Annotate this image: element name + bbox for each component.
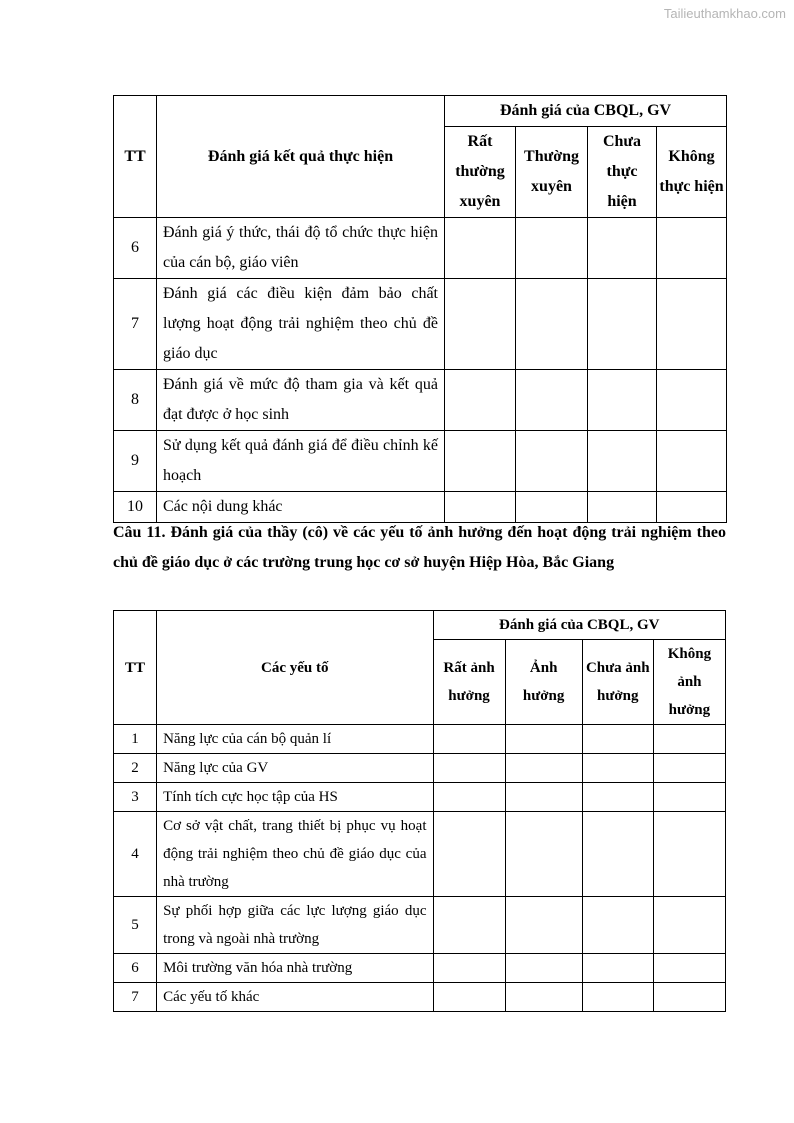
table-row <box>114 725 726 754</box>
row-number: 1 <box>114 725 157 754</box>
rating-cell[interactable] <box>433 897 505 954</box>
rating-cell[interactable] <box>588 431 657 492</box>
rating-cell[interactable] <box>653 983 725 1012</box>
table-row <box>114 812 726 897</box>
rating-cell[interactable] <box>657 279 727 370</box>
rating-cell[interactable] <box>653 812 725 897</box>
group-header: Đánh giá của CBQL, GV <box>433 611 726 640</box>
level-header-not-yet: Chưa thực hiện <box>588 127 657 218</box>
rating-cell[interactable] <box>433 983 505 1012</box>
row-number: 2 <box>114 754 157 783</box>
rating-cell[interactable] <box>505 983 582 1012</box>
rating-cell[interactable] <box>653 954 725 983</box>
table-row <box>114 370 727 431</box>
row-number: 6 <box>114 954 157 983</box>
col-tt-header: TT <box>114 611 157 725</box>
level-header-frequent: Thường xuyên <box>516 127 588 218</box>
rating-cell[interactable] <box>657 370 727 431</box>
rating-cell[interactable] <box>433 954 505 983</box>
table-row <box>114 783 726 812</box>
rating-cell[interactable] <box>505 897 582 954</box>
rating-cell[interactable] <box>505 754 582 783</box>
rating-cell[interactable] <box>582 954 653 983</box>
rating-cell[interactable] <box>516 279 588 370</box>
table-row <box>114 983 726 1012</box>
question-11: Câu 11. Đánh giá của thầy (cô) về các yếu tố ảnh hưởng đến hoạt động trải nghiệm theo chủ đề giáo dục ở các trường trung học cơ sở huyện Hiệp Hòa, Bắc Giang <box>113 524 726 571</box>
rating-cell[interactable] <box>505 954 582 983</box>
rating-cell[interactable] <box>582 725 653 754</box>
rating-cell[interactable] <box>516 218 588 279</box>
row-number: 4 <box>114 812 157 897</box>
level-header-very-frequent: Rất thường xuyên <box>445 127 516 218</box>
rating-cell[interactable] <box>653 725 725 754</box>
row-text: Các nội dung khác <box>157 492 445 523</box>
row-text: Đánh giá ý thức, thái độ tổ chức thực hiện của cán bộ, giáo viên <box>157 218 445 279</box>
rating-cell[interactable] <box>653 783 725 812</box>
rating-cell[interactable] <box>505 783 582 812</box>
rating-cell[interactable] <box>445 218 516 279</box>
level-header-influence: Ảnh hưởng <box>505 640 582 725</box>
row-text: Đánh giá các điều kiện đảm bảo chất lượng hoạt động trải nghiệm theo chủ đề giáo dục <box>157 279 445 370</box>
row-text: Cơ sở vật chất, trang thiết bị phục vụ hoạt động trải nghiệm theo chủ đề giáo dục của nhà trường <box>157 812 433 897</box>
row-number: 3 <box>114 783 157 812</box>
rating-cell[interactable] <box>516 370 588 431</box>
level-header-none: Không ảnh hưởng <box>653 640 725 725</box>
row-number: 7 <box>114 279 157 370</box>
table-implementation-results <box>113 95 727 523</box>
row-text: Môi trường văn hóa nhà trường <box>157 954 433 983</box>
rating-cell[interactable] <box>653 897 725 954</box>
rating-cell[interactable] <box>582 983 653 1012</box>
rating-cell[interactable] <box>588 279 657 370</box>
row-number: 9 <box>114 431 157 492</box>
rating-cell[interactable] <box>433 812 505 897</box>
rating-cell[interactable] <box>582 897 653 954</box>
rating-cell[interactable] <box>505 812 582 897</box>
col-content-header: Các yếu tố <box>157 611 433 725</box>
table-row <box>114 754 726 783</box>
rating-cell[interactable] <box>445 279 516 370</box>
watermark: Tailieuthamkhao.com <box>663 6 786 21</box>
row-text: Sử dụng kết quả đánh giá để điều chỉnh kế hoạch <box>157 431 445 492</box>
table-row <box>114 279 727 370</box>
rating-cell[interactable] <box>445 431 516 492</box>
row-number: 10 <box>114 492 157 523</box>
col-tt-header: TT <box>114 96 157 218</box>
row-number: 5 <box>114 897 157 954</box>
level-header-never: Không thực hiện <box>657 127 727 218</box>
row-text: Tính tích cực học tập của HS <box>157 783 433 812</box>
table-row <box>114 218 727 279</box>
rating-cell[interactable] <box>505 725 582 754</box>
table-row <box>114 431 727 492</box>
rating-cell[interactable] <box>516 431 588 492</box>
row-text: Sự phối hợp giữa các lực lượng giáo dục trong và ngoài nhà trường <box>157 897 433 954</box>
row-text: Đánh giá về mức độ tham gia và kết quả đạt được ở học sinh <box>157 370 445 431</box>
row-number: 6 <box>114 218 157 279</box>
rating-cell[interactable] <box>582 754 653 783</box>
level-header-strong: Rất ảnh hưởng <box>433 640 505 725</box>
group-header: Đánh giá của CBQL, GV <box>445 96 727 127</box>
rating-cell[interactable] <box>653 754 725 783</box>
rating-cell[interactable] <box>588 370 657 431</box>
rating-cell[interactable] <box>582 812 653 897</box>
col-content-header: Đánh giá kết quả thực hiện <box>157 96 445 218</box>
rating-cell[interactable] <box>433 783 505 812</box>
level-header-not-yet: Chưa ảnh hưởng <box>582 640 653 725</box>
rating-cell[interactable] <box>657 431 727 492</box>
rating-cell[interactable] <box>433 725 505 754</box>
row-text: Năng lực của cán bộ quản lí <box>157 725 433 754</box>
rating-cell[interactable] <box>582 783 653 812</box>
table-influencing-factors <box>113 610 726 1012</box>
row-text: Các yếu tố khác <box>157 983 433 1012</box>
rating-cell[interactable] <box>445 370 516 431</box>
table-row <box>114 954 726 983</box>
row-number: 8 <box>114 370 157 431</box>
rating-cell[interactable] <box>657 218 727 279</box>
rating-cell[interactable] <box>433 754 505 783</box>
rating-cell[interactable] <box>588 218 657 279</box>
row-text: Năng lực của GV <box>157 754 433 783</box>
row-number: 7 <box>114 983 157 1012</box>
table-row <box>114 897 726 954</box>
